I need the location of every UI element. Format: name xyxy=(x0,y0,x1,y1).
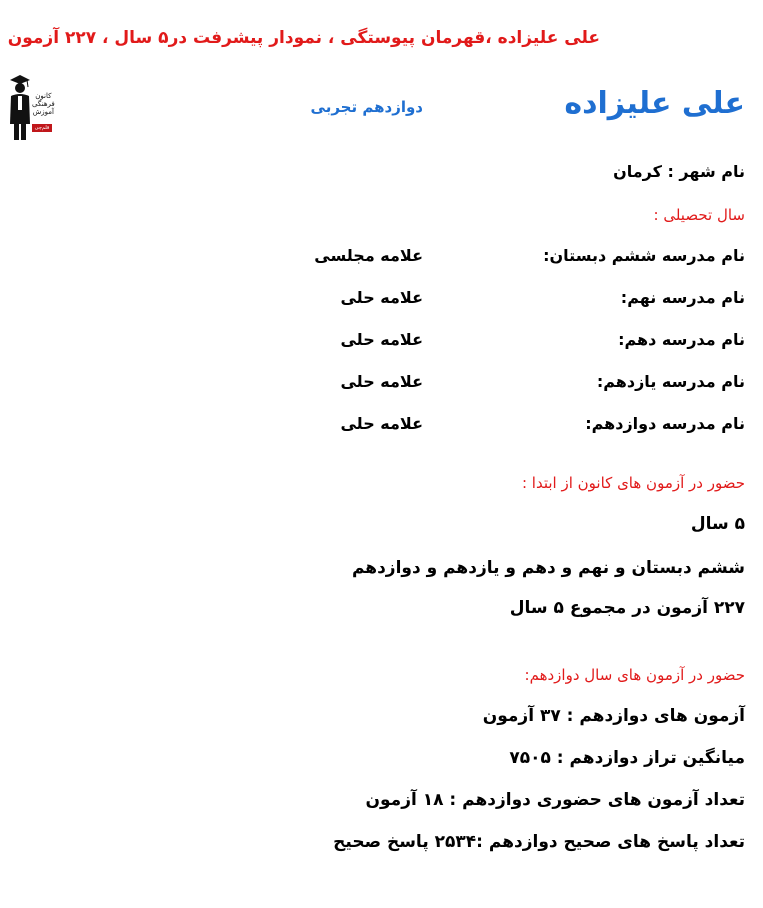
student-name: علی علیزاده xyxy=(564,86,745,121)
school-value: علامه حلی xyxy=(340,330,423,349)
graduate-figure-icon xyxy=(8,74,32,142)
twelfth-in-person: تعداد آزمون های حضوری دوازدهم : ۱۸ آزمون xyxy=(365,790,745,810)
school-value: علامه مجلسی xyxy=(314,246,423,265)
education-heading: سال تحصیلی : xyxy=(653,206,745,224)
school-value: علامه حلی xyxy=(340,372,423,391)
logo-badge: قلم‌چی xyxy=(32,124,52,132)
school-label: نام مدرسه دوازدهم: xyxy=(585,414,745,433)
logo-text: کانون فرهنگی آموزش xyxy=(32,92,55,116)
grade-label: دوازدهم تجربی xyxy=(310,98,423,116)
twelfth-exams: آزمون های دوازدهم : ۳۷ آزمون xyxy=(482,706,745,726)
school-value: علامه حلی xyxy=(340,414,423,433)
attendance-heading: حضور در آزمون های کانون از ابتدا : xyxy=(521,474,745,492)
twelfth-heading: حضور در آزمون های سال دوازدهم: xyxy=(524,666,745,684)
page-title: علی علیزاده ،قهرمان پیوستگی ، نمودار پیشرفت در۵ سال ، ۲۲۷ آزمون xyxy=(7,28,600,48)
school-label: نام مدرسه ششم دبستان: xyxy=(543,246,745,265)
city-line: نام شهر : کرمان xyxy=(613,162,745,181)
school-label: نام مدرسه یازدهم: xyxy=(596,372,745,391)
kanoon-logo xyxy=(8,74,54,142)
twelfth-correct-answers: تعداد پاسخ های صحیح دوازدهم :۲۵۳۴ پاسخ صحیح xyxy=(333,832,745,852)
school-label: نام مدرسه نهم: xyxy=(620,288,745,307)
school-label: نام مدرسه دهم: xyxy=(618,330,745,349)
attendance-years: ۵ سال xyxy=(690,514,745,534)
school-value: علامه حلی xyxy=(340,288,423,307)
twelfth-average-score: میانگین تراز دوازدهم : ۷۵۰۵ xyxy=(509,748,745,768)
attendance-total: ۲۲۷ آزمون در مجموع ۵ سال xyxy=(509,598,745,618)
attendance-grades: ششم دبستان و نهم و دهم و یازدهم و دوازدهم xyxy=(351,558,745,578)
